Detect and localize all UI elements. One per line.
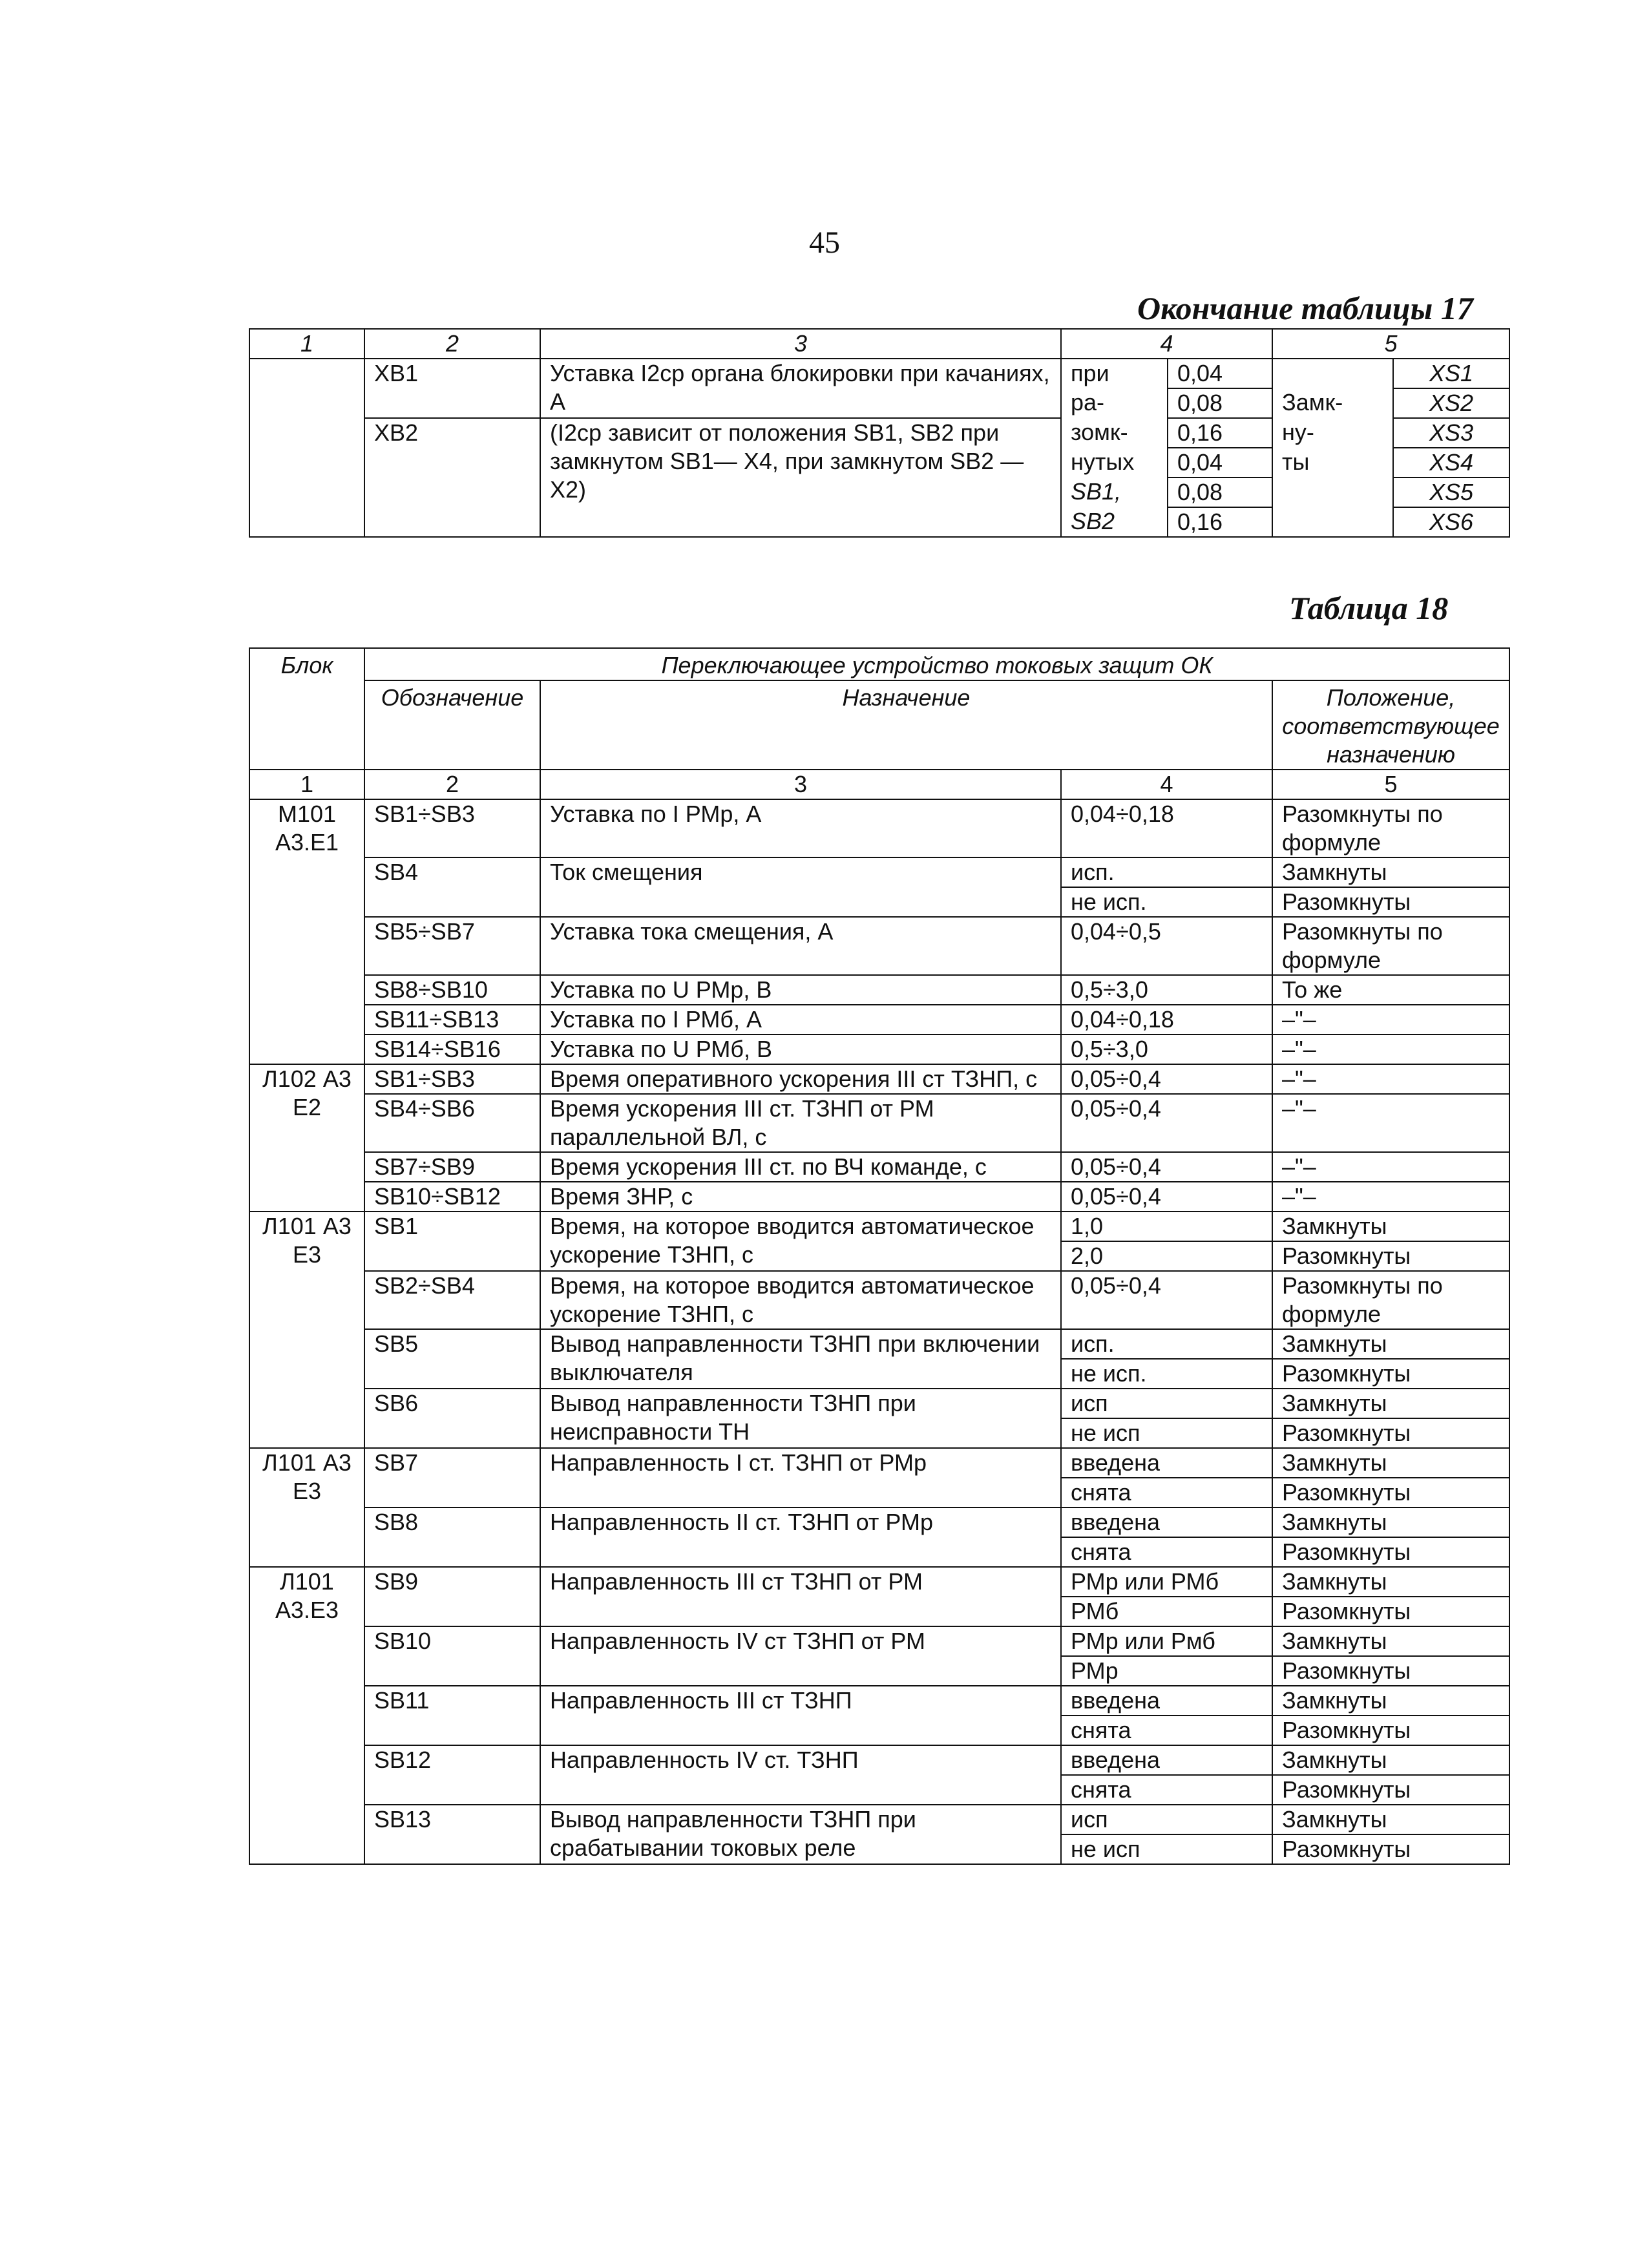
- col-number: 2: [364, 770, 540, 799]
- value-cell: РМр: [1061, 1656, 1272, 1686]
- col5-label: [1272, 478, 1393, 507]
- table-row: [249, 1182, 1509, 1212]
- col-number: 1: [249, 329, 364, 359]
- col4-label: нутых: [1061, 448, 1168, 478]
- designation-cell: SB12: [364, 1745, 540, 1805]
- designation-cell: SB11÷SB13: [364, 1005, 540, 1034]
- position-cell: Разомкнуты по формуле: [1272, 799, 1509, 857]
- designation-cell: SB2÷SB4: [364, 1271, 540, 1329]
- block-cell: Л101 А3.Е3: [249, 1567, 364, 1864]
- designation-cell: SB9: [364, 1567, 540, 1626]
- block-cell: Л101 А3 Е3: [249, 1448, 364, 1567]
- position-cell: –"–: [1272, 1005, 1509, 1034]
- table-17-title: Окончание таблицы 17: [1137, 290, 1473, 326]
- position-cell: Замкнуты: [1272, 1686, 1509, 1716]
- position-cell: Замкнуты: [1272, 1567, 1509, 1597]
- table-row: [249, 1745, 1509, 1775]
- designation-cell: SB10÷SB12: [364, 1182, 540, 1212]
- value-cell: введена: [1061, 1507, 1272, 1537]
- col4-label: ра-: [1061, 388, 1168, 418]
- value-cell: снята: [1061, 1537, 1272, 1567]
- table-18-title: Таблица 18: [1289, 590, 1449, 626]
- purpose-cell: Время ЗНР, с: [540, 1182, 1061, 1212]
- table-row: [249, 1686, 1509, 1716]
- value-cell: исп: [1061, 1805, 1272, 1834]
- value-cell: 0,05÷0,4: [1061, 1271, 1272, 1329]
- header-designation: Обозначение: [364, 680, 540, 770]
- designation-cell: SB4÷SB6: [364, 1094, 540, 1152]
- contact-cell: XS3: [1393, 418, 1509, 448]
- position-cell: Разомкнуты: [1272, 1716, 1509, 1745]
- position-cell: Замкнуты: [1272, 1626, 1509, 1656]
- designation-cell: ХВ1: [364, 359, 540, 418]
- col4-label: SB1,: [1061, 478, 1168, 507]
- position-cell: Разомкнуты по формуле: [1272, 917, 1509, 975]
- designation-cell: SB8: [364, 1507, 540, 1567]
- table-row: [249, 1064, 1509, 1094]
- purpose-cell: Направленность I ст. ТЗНП от РМр: [540, 1448, 1061, 1507]
- contact-cell: XS4: [1393, 448, 1509, 478]
- designation-cell: SB7÷SB9: [364, 1152, 540, 1182]
- contact-cell: XS6: [1393, 507, 1509, 537]
- table-row: [249, 1567, 1509, 1597]
- position-cell: Разомкнуты: [1272, 1775, 1509, 1805]
- value-cell: РМр или Рмб: [1061, 1626, 1272, 1656]
- value-cell: 0,05÷0,4: [1061, 1094, 1272, 1152]
- value-cell: 0,08: [1168, 478, 1272, 507]
- purpose-cell: Вывод направленности ТЗНП при неисправности ТН: [540, 1389, 1061, 1448]
- table-row: [249, 1389, 1509, 1418]
- purpose-cell: Направленность III ст ТЗНП: [540, 1686, 1061, 1745]
- table-row: [249, 1271, 1509, 1329]
- position-cell: Разомкнуты: [1272, 1359, 1509, 1389]
- purpose-cell: Время ускорения III ст. по ВЧ команде, с: [540, 1152, 1061, 1182]
- table-row: [249, 799, 1509, 857]
- purpose-cell: Уставка по I РМр, А: [540, 799, 1061, 857]
- contact-cell: XS5: [1393, 478, 1509, 507]
- value-cell: 0,04÷0,18: [1061, 1005, 1272, 1034]
- purpose-cell: Уставка по I РМб, А: [540, 1005, 1061, 1034]
- value-cell: введена: [1061, 1745, 1272, 1775]
- table-row: [249, 1626, 1509, 1656]
- header-position: Положение, соответствующее назначению: [1272, 680, 1509, 770]
- position-cell: Замкнуты: [1272, 1389, 1509, 1418]
- position-cell: –"–: [1272, 1094, 1509, 1152]
- position-cell: Разомкнуты: [1272, 1418, 1509, 1448]
- contact-cell: XS1: [1393, 359, 1509, 388]
- position-cell: Разомкнуты: [1272, 1537, 1509, 1567]
- designation-cell: ХВ2: [364, 418, 540, 537]
- block-cell: [249, 359, 364, 537]
- col-number: 5: [1272, 329, 1509, 359]
- col4-label: зомк-: [1061, 418, 1168, 448]
- table-row: [249, 857, 1509, 887]
- header-block: Блок: [249, 648, 364, 770]
- table-row: [249, 917, 1509, 975]
- value-cell: снята: [1061, 1775, 1272, 1805]
- value-cell: снята: [1061, 1478, 1272, 1507]
- position-cell: Замкнуты: [1272, 1329, 1509, 1359]
- purpose-cell: Время, на которое вводится автоматическое ускорение ТЗНП, с: [540, 1271, 1061, 1329]
- position-cell: Разомкнуты: [1272, 1478, 1509, 1507]
- value-cell: 0,08: [1168, 388, 1272, 418]
- purpose-cell: Вывод направленности ТЗНП при включении выключателя: [540, 1329, 1061, 1389]
- table-row: [249, 1448, 1509, 1478]
- designation-cell: SB5÷SB7: [364, 917, 540, 975]
- value-cell: 0,16: [1168, 507, 1272, 537]
- designation-cell: SB8÷SB10: [364, 975, 540, 1005]
- table-row: [249, 975, 1509, 1005]
- designation-cell: SB14÷SB16: [364, 1034, 540, 1064]
- purpose-cell: Вывод направленности ТЗНП при срабатывании токовых реле: [540, 1805, 1061, 1864]
- value-cell: исп.: [1061, 1329, 1272, 1359]
- value-cell: 0,04÷0,18: [1061, 799, 1272, 857]
- designation-cell: SB1÷SB3: [364, 799, 540, 857]
- value-cell: 0,05÷0,4: [1061, 1064, 1272, 1094]
- col5-label: ты: [1272, 448, 1393, 478]
- position-cell: Замкнуты: [1272, 1448, 1509, 1478]
- position-cell: То же: [1272, 975, 1509, 1005]
- table-row: [249, 1152, 1509, 1182]
- position-cell: Разомкнуты: [1272, 1834, 1509, 1864]
- position-cell: Замкнуты: [1272, 1212, 1509, 1241]
- value-cell: введена: [1061, 1448, 1272, 1478]
- table-row: [249, 1094, 1509, 1152]
- value-cell: введена: [1061, 1686, 1272, 1716]
- position-cell: Разомкнуты: [1272, 1656, 1509, 1686]
- value-cell: исп: [1061, 1389, 1272, 1418]
- page-number: 45: [809, 226, 840, 260]
- col5-label: [1272, 359, 1393, 388]
- position-cell: Замкнуты: [1272, 1745, 1509, 1775]
- block-cell: Л101 А3 Е3: [249, 1212, 364, 1448]
- value-cell: 0,04÷0,5: [1061, 917, 1272, 975]
- header-device: Переключающее устройство токовых защит ОК: [364, 648, 1509, 680]
- value-cell: 0,04: [1168, 448, 1272, 478]
- table-row: [249, 1507, 1509, 1537]
- position-cell: Замкнуты: [1272, 1805, 1509, 1834]
- col-number: 4: [1061, 770, 1272, 799]
- value-cell: не исп: [1061, 1418, 1272, 1448]
- table-17: [249, 328, 1510, 538]
- table-row: [249, 1329, 1509, 1359]
- block-cell: Л102 А3 Е2: [249, 1064, 364, 1212]
- purpose-cell: Ток смещения: [540, 857, 1061, 917]
- col-number: 3: [540, 329, 1061, 359]
- purpose-cell: Направленность IV ст. ТЗНП: [540, 1745, 1061, 1805]
- purpose-cell: Время, на которое вводится автоматическое ускорение ТЗНП, с: [540, 1212, 1061, 1271]
- designation-cell: SB4: [364, 857, 540, 917]
- value-cell: не исп.: [1061, 1359, 1272, 1389]
- table-18-body: [249, 799, 1509, 1864]
- designation-cell: SB11: [364, 1686, 540, 1745]
- position-cell: Разомкнуты по формуле: [1272, 1271, 1509, 1329]
- value-cell: 0,04: [1168, 359, 1272, 388]
- col5-label: Замк-: [1272, 388, 1393, 418]
- col5-label: ну-: [1272, 418, 1393, 448]
- purpose-cell: Время ускорения III ст. ТЗНП от РМ параллельной ВЛ, с: [540, 1094, 1061, 1152]
- position-cell: –"–: [1272, 1034, 1509, 1064]
- value-cell: снята: [1061, 1716, 1272, 1745]
- position-cell: Разомкнуты: [1272, 1597, 1509, 1626]
- designation-cell: SB6: [364, 1389, 540, 1448]
- purpose-cell: (I2ср зависит от положения SB1, SB2 при замкнутом SB1— Х4, при замкнутом SB2 — Х2): [540, 418, 1061, 537]
- col5-label: [1272, 507, 1393, 537]
- purpose-cell: Уставка I2ср органа блокировки при качаниях, А: [540, 359, 1061, 418]
- position-cell: –"–: [1272, 1182, 1509, 1212]
- value-cell: не исп.: [1061, 887, 1272, 917]
- value-cell: 0,05÷0,4: [1061, 1182, 1272, 1212]
- table-row: [249, 1005, 1509, 1034]
- purpose-cell: Направленность II ст. ТЗНП от РМр: [540, 1507, 1061, 1567]
- position-cell: –"–: [1272, 1152, 1509, 1182]
- position-cell: –"–: [1272, 1064, 1509, 1094]
- position-cell: Замкнуты: [1272, 1507, 1509, 1537]
- col-number: 4: [1061, 329, 1272, 359]
- value-cell: 0,16: [1168, 418, 1272, 448]
- col-number: 3: [540, 770, 1061, 799]
- value-cell: РМр или РМб: [1061, 1567, 1272, 1597]
- value-cell: 2,0: [1061, 1241, 1272, 1271]
- col-number: 2: [364, 329, 540, 359]
- value-cell: РМб: [1061, 1597, 1272, 1626]
- designation-cell: SB7: [364, 1448, 540, 1507]
- col-number: 1: [249, 770, 364, 799]
- header-purpose: Назначение: [540, 680, 1272, 770]
- value-cell: 0,05÷0,4: [1061, 1152, 1272, 1182]
- designation-cell: SB5: [364, 1329, 540, 1389]
- value-cell: исп.: [1061, 857, 1272, 887]
- col4-label: при: [1061, 359, 1168, 388]
- position-cell: Разомкнуты: [1272, 1241, 1509, 1271]
- designation-cell: SB10: [364, 1626, 540, 1686]
- value-cell: не исп: [1061, 1834, 1272, 1864]
- block-cell: М101 А3.Е1: [249, 799, 364, 1064]
- purpose-cell: Направленность III ст ТЗНП от РМ: [540, 1567, 1061, 1626]
- value-cell: 1,0: [1061, 1212, 1272, 1241]
- table-row: [249, 1034, 1509, 1064]
- purpose-cell: Время оперативного ускорения III ст ТЗНП, с: [540, 1064, 1061, 1094]
- table-row: [249, 1805, 1509, 1834]
- designation-cell: SB1÷SB3: [364, 1064, 540, 1094]
- col4-label: SB2: [1061, 507, 1168, 537]
- value-cell: 0,5÷3,0: [1061, 975, 1272, 1005]
- designation-cell: SB13: [364, 1805, 540, 1864]
- contact-cell: XS2: [1393, 388, 1509, 418]
- col-number: 5: [1272, 770, 1509, 799]
- position-cell: Замкнуты: [1272, 857, 1509, 887]
- designation-cell: SB1: [364, 1212, 540, 1271]
- purpose-cell: Направленность IV ст ТЗНП от РМ: [540, 1626, 1061, 1686]
- purpose-cell: Уставка тока смещения, А: [540, 917, 1061, 975]
- position-cell: Разомкнуты: [1272, 887, 1509, 917]
- value-cell: 0,5÷3,0: [1061, 1034, 1272, 1064]
- purpose-cell: Уставка по U РМр, В: [540, 975, 1061, 1005]
- table-row: [249, 1212, 1509, 1241]
- table-18: [249, 647, 1510, 1865]
- purpose-cell: Уставка по U РМб, В: [540, 1034, 1061, 1064]
